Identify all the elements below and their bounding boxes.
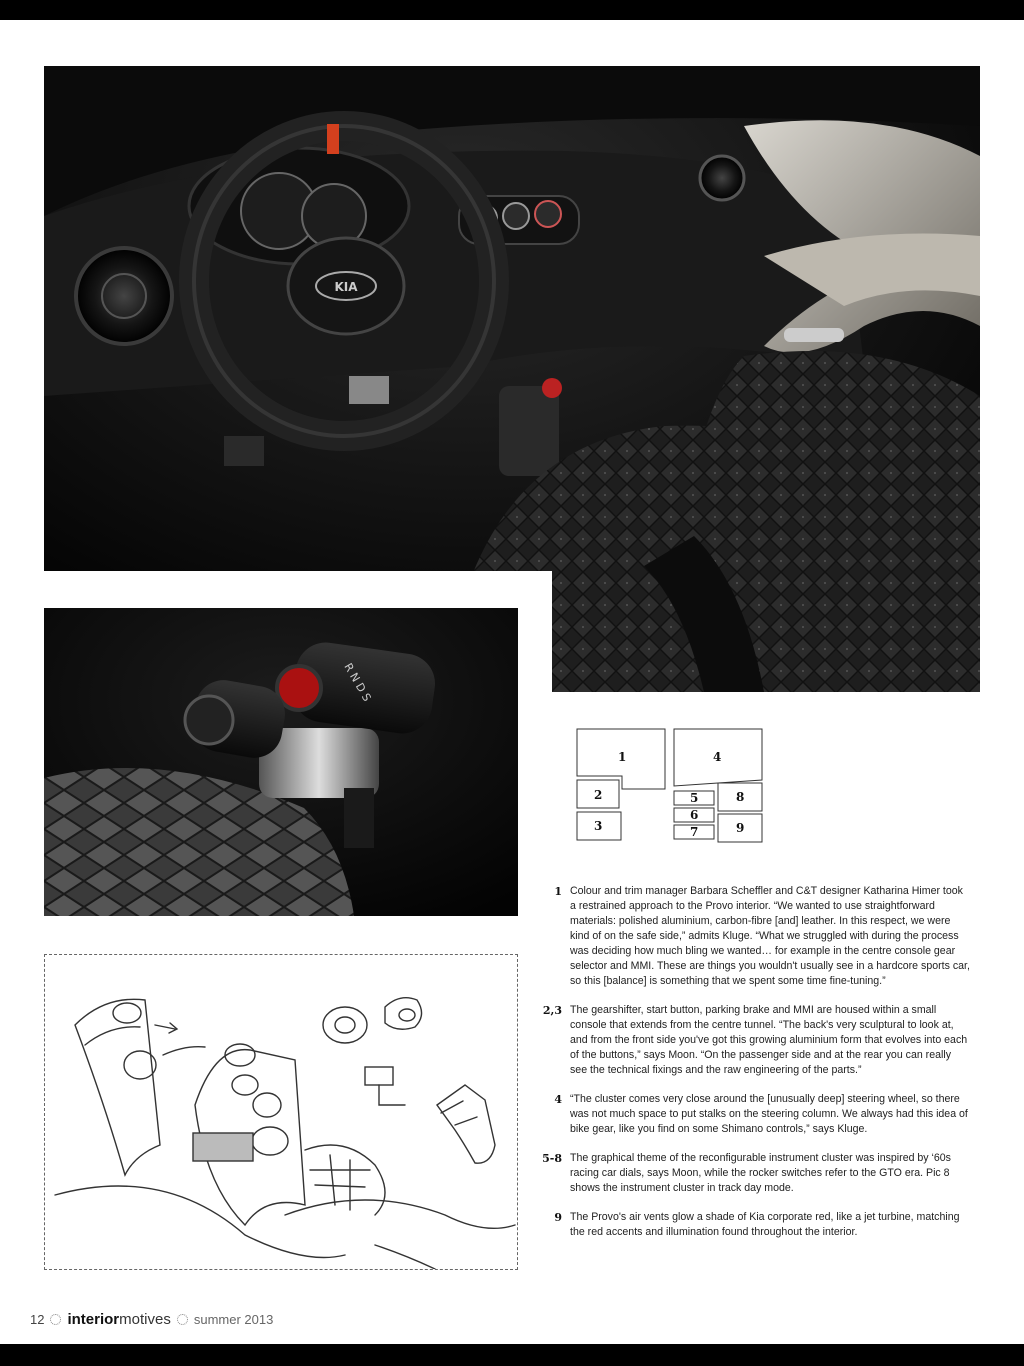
key-label-1: 1 — [618, 750, 627, 764]
caption-number: 2,3 — [542, 1004, 562, 1017]
key-label-3: 3 — [594, 819, 603, 833]
bottom-black-bar — [0, 1344, 1024, 1366]
caption-item — [540, 1003, 970, 1078]
caption-number: 1 — [554, 885, 562, 898]
page-number: 12 — [30, 1311, 45, 1327]
caption-text: “The cluster comes very close around the [unusually deep] steering wheel, so there was not much space to put stalks on the steering column. We always had this idea of bike gear, like you find on some Shimano controls,” says Kluge. — [570, 1093, 968, 1135]
key-label-6: 6 — [690, 808, 699, 822]
dotted-circle-icon — [177, 1314, 188, 1325]
caption-item — [540, 1210, 970, 1240]
caption-text: Colour and trim manager Barbara Scheffler and C&T designer Katharina Himer took a restrained approach to the Provo interior. “We wanted to use straightforward materials: polished aluminium, carbon-fibre [and] leather. In this respect, we were kind of on the safe side,” admits Kluge. “What we struggled with during the process was deciding how much bling we wanted… for example in the centre console gear selector and MMI. These are things you wouldn't usually see in a hardcore sports car, so this [balance] is something that we spent some time fine-tuning.” — [570, 885, 970, 987]
key-label-4: 4 — [713, 750, 722, 764]
key-label-7: 7 — [690, 825, 699, 839]
caption-text: The graphical theme of the reconfigurable instrument cluster was inspired by ‘60s racing car dials, says Moon, while the rocker switches refer to the GTO era. Pic 8 shows the instrument cluster in track day mode. — [570, 1152, 951, 1194]
caption-text: The gearshifter, start button, parking brake and MMI are housed within a small console that extends from the centre tunnel. “The back's very sculptural to look at, and from the front side you've got this growing aluminium form that evolves into each of the buttons,” says Moon. “On the passenger side and at the rear you can really see the technical fixings and the raw engineering of the parts.” — [570, 1004, 968, 1076]
caption-item — [540, 1151, 970, 1196]
page-footer — [30, 1309, 273, 1329]
top-black-bar — [0, 0, 1024, 20]
gear-letters: R N D S — [341, 661, 374, 704]
key-label-2: 2 — [594, 788, 603, 802]
key-label-8: 8 — [736, 790, 745, 804]
key-label-9: 9 — [736, 821, 745, 835]
console-sketch-drawing — [44, 954, 518, 1270]
captions-column — [540, 884, 970, 1254]
caption-number: 4 — [554, 1093, 562, 1106]
dotted-circle-icon — [50, 1314, 61, 1325]
gear-selector-photo — [44, 608, 518, 916]
caption-number: 5-8 — [542, 1152, 562, 1165]
picture-key-diagram — [576, 728, 766, 844]
caption-item — [540, 884, 970, 989]
caption-number: 9 — [554, 1211, 562, 1224]
kia-badge: KIA — [334, 280, 358, 294]
magazine-name-part2: motives — [119, 1310, 171, 1328]
caption-text: The Provo's air vents glow a shade of Kia corporate red, like a jet turbine, matching the red accents and illumination found throughout the interior. — [570, 1211, 960, 1238]
magazine-name-part1: interior — [67, 1310, 120, 1328]
key-label-5: 5 — [690, 791, 699, 805]
caption-item — [540, 1092, 970, 1137]
issue-season: summer 2013 — [193, 1311, 274, 1327]
